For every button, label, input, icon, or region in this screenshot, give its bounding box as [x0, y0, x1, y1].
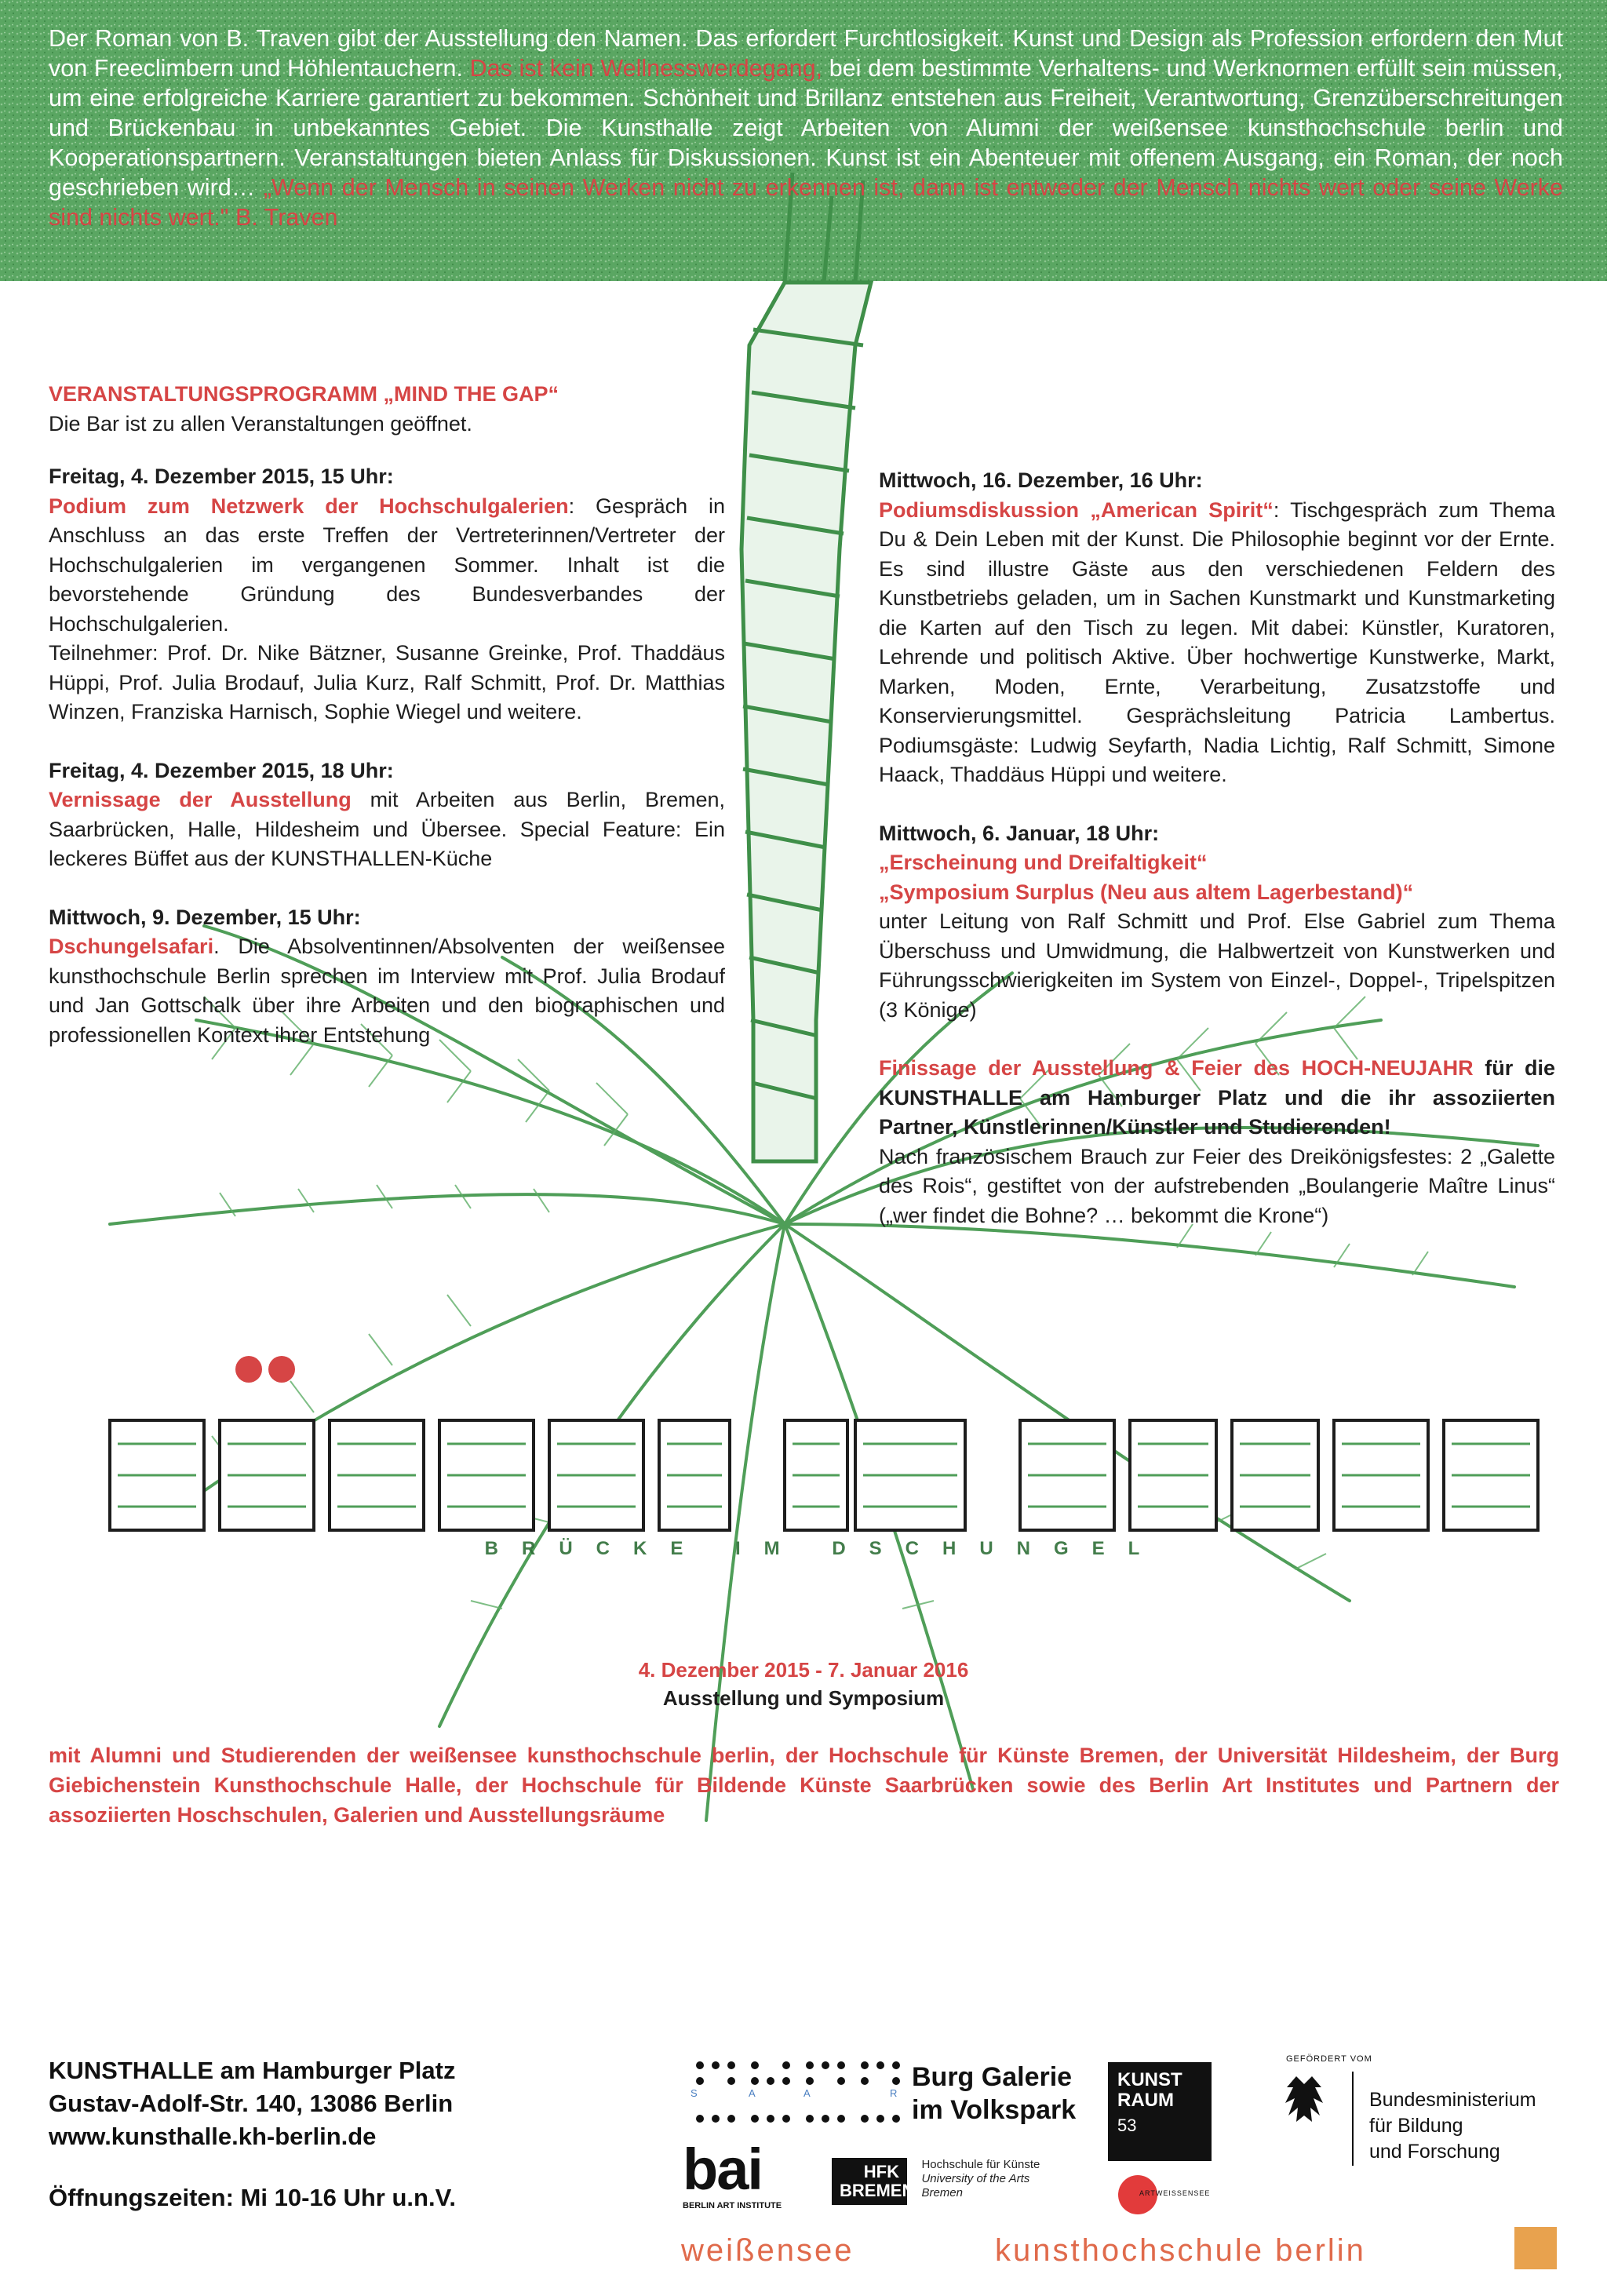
program-right-column — [879, 466, 1555, 1259]
event-1-headline: Podium zum Netzwerk der Hochschulgalerien — [49, 494, 569, 518]
intro-text — [49, 24, 1563, 232]
hfk-txt3: Bremen — [921, 2186, 963, 2199]
program-header — [49, 380, 725, 439]
intro-part3: bei dem bestimmte Verhaltens- und Werknormen erfüllt sein müssen, um eine erfolgreiche Karriere garantiert zu bekommen. Schönheit und Brillanz entstehen aus Freiheit, Verantwortung, Grenzüberschreitungen und Brückenbau in unbekanntes Gebiet. Die Kunsthalle zeigt Arbeiten von Alumni der weißensee kunsthochschule berlin und Kooperationspartnern. Veranstaltungen bieten Anlass für Diskussionen. Kunst ist ein Abenteuer mit offenem Ausgang, ein Roman, der noch geschrieben wird… — [49, 55, 1563, 201]
saar-letter: A — [804, 2087, 811, 2099]
finissage-bold: für die KUNSTHALLE am Hamburger Platz und die ihr assoziierten Partner, Künstlerinnen/Künstler und Studierenden! — [879, 1056, 1555, 1139]
saar-letter: S — [691, 2087, 698, 2099]
hfk-box — [832, 2158, 915, 2205]
event-2-text: mit Arbeiten aus Berlin, Bremen, Saarbrücken, Halle, Hildesheim und Übersee. Special Feature: Ein leckeres Büffet aus der KUNSTHALLEN-Küche — [49, 788, 725, 870]
hfk-txt1: Hochschule für Künste — [921, 2158, 1040, 2171]
umlaut-dot — [235, 1356, 262, 1383]
opening-hours: Öffnungszeiten: Mi 10-16 Uhr u.n.V. — [49, 2184, 457, 2211]
venue-street: Gustav-Adolf-Str. 140, 13086 Berlin — [49, 2090, 454, 2117]
hfk-box1: HFK — [863, 2162, 899, 2181]
hfk-text — [921, 2158, 1040, 2200]
bmbf-divider — [1352, 2072, 1354, 2166]
saar-letter: R — [890, 2087, 898, 2099]
kunsthochschule-berlin-wordmark: kunsthochschule berlin — [995, 2233, 1366, 2268]
event-2 — [49, 756, 725, 874]
federal-eagle-icon — [1285, 2076, 1323, 2122]
event-3 — [49, 903, 725, 1051]
kunstraum53-logo — [1108, 2062, 1212, 2161]
finissage-text: Nach französischem Brauch zur Feier des Dreikönigsfestes: 2 „Galette des Rois“, gestiftet von der aufstrebenden „Boulangerie Maître Linus“ („wer findet die Bohne? … bekommt die Krone“) — [879, 1144, 1555, 1227]
bai-logo — [683, 2137, 782, 2211]
bmbf-line2: für Bildung — [1369, 2115, 1463, 2137]
palm-trunk — [742, 173, 871, 1161]
kunstraum-line2: RAUM — [1117, 2090, 1174, 2111]
event-1-text: : Gespräch in Anschluss an das erste Treffen der Vertreterinnen/Vertreter der Hochschulgalerien im vergangenen Sommer. Inhalt ist die bevorstehende Gründung des Bundesverbandes der Hochschulgalerien. — [49, 494, 725, 636]
title-text: BRÜCKE IM DSCHUNGEL — [484, 1538, 1164, 1559]
kunstraum-num: 53 — [1117, 2116, 1137, 2135]
hfk-box2: BREMEN — [840, 2181, 915, 2200]
venue-website-link[interactable]: www.kunsthalle.kh-berlin.de — [49, 2123, 377, 2150]
program-left-column — [49, 380, 725, 1079]
exhibition-period — [0, 1656, 1607, 1712]
event-3-date: Mittwoch, 9. Dezember, 15 Uhr: — [49, 905, 361, 929]
bai-wordmark: bai — [683, 2137, 762, 2202]
weissensee-wordmark: weißensee — [681, 2233, 855, 2268]
saar-logo-dots — [696, 2061, 900, 2123]
event-5-text: unter Leitung von Ralf Schmitt und Prof. Else Gabriel zum Thema Überschuss und Umwidmung, die Halbwertzeit von Kunstwerken und Führungsschwierigkeiten im System von Einzel-, Doppel-, Tripelspitzen (3 Könige) — [879, 909, 1555, 1022]
partners-text: mit Alumni und Studierenden der weißensee kunsthochschule berlin, der Hochschule für Künste Bremen, der Universität Hildesheim, der Burg Giebichenstein Kunsthochschule Halle, der Hochschule für Bildende Künste Saarbrücken sowie des Berlin Art Institutes und Partnern der assoziierten Hoschschulen, Galerien und Ausstellungsräume — [49, 1744, 1559, 1827]
burg-line1: Burg Galerie — [912, 2062, 1073, 2092]
event-5-date: Mittwoch, 6. Januar, 18 Uhr: — [879, 821, 1160, 845]
program-title: VERANSTALTUNGSPROGRAMM „MIND THE GAP“ — [49, 382, 559, 406]
event-2-body — [49, 785, 725, 874]
address-block — [49, 2054, 456, 2214]
burg-line2: im Volkspark — [912, 2095, 1077, 2125]
title-umlaut — [235, 1356, 301, 1387]
period-dates: 4. Dezember 2015 - 7. Januar 2016 — [638, 1658, 969, 1682]
period-subtitle: Ausstellung und Symposium — [662, 1686, 945, 1710]
bai-subtitle: BERLIN ART INSTITUTE — [683, 2201, 782, 2210]
event-4-text: : Tischgespräch zum Thema Du & Dein Leben mit der Kunst. Die Philosophie beginnt vor der Ernte. Es sind illustre Gäste aus den verschiedenen Feldern des Kunstbetriebs geladen, um in Sachen Kunstmarkt und Kunstmarketing die Karten auf den Tisch zu legen. Mit dabei: Künstler, Kuratoren, Lehrende und politisch Aktive. Über hochwertige Kunstwerke, Markt, Marken, Moden, Ernte, Verarbeitung, Zusatzstoffe und Konservierungsmittel. Gesprächsleitung Patricia Lambertus. Podiumsgäste: Ludwig Seyfarth, Nadia Lichtig, Ralf Schmitt, Simone Haack, Thaddäus Hüppi und weitere. — [879, 497, 1555, 786]
event-4-date: Mittwoch, 16. Dezember, 16 Uhr: — [879, 468, 1203, 492]
bmbf-line3: und Forschung — [1369, 2141, 1500, 2163]
event-5-headline: „Erscheinung und Dreifaltigkeit“ — [879, 851, 1208, 874]
saar-letter: A — [749, 2087, 756, 2099]
event-1-body — [49, 492, 725, 640]
event-3-text: . Die Absolventinnen/Absolventen der weißensee kunsthochschule Berlin sprechen im Interview mit Prof. Julia Brodauf und Jan Gottschalk über ihre Arbeiten und den biographischen und professionellen Kontext ihrer Entstehung — [49, 935, 725, 1047]
intro-quote: „Wenn der Mensch in seinen Werken nicht zu erkennen ist, dann ist entweder der Mensch nichts wert oder seine Werke sind nichts wert." B. Traven — [49, 174, 1563, 231]
venue-name: KUNSTHALLE am Hamburger Platz — [49, 2057, 456, 2084]
burg-galerie-logo — [912, 2061, 1076, 2127]
event-2-date: Freitag, 4. Dezember 2015, 18 Uhr: — [49, 758, 394, 782]
khb-square-icon — [1514, 2227, 1557, 2269]
intro-part1: Der Roman von B. Traven gibt der Ausstellung den Namen. Das erfordert Furchtlosigkeit. Kunst und Design als Profession erfordern den Mut von Freeclimbern und Höhlentauchern. — [49, 25, 1563, 82]
hfk-txt2: University of the Arts — [921, 2172, 1030, 2185]
bmbf-line1: Bundesministerium — [1369, 2089, 1536, 2111]
umlaut-dot — [268, 1356, 295, 1383]
event-4-headline: Podiumsdiskussion „American Spirit“ — [879, 497, 1274, 522]
event-4-body — [879, 496, 1555, 790]
finissage-headline: Finissage der Ausstellung & Feier des HOCH-NEUJAHR — [879, 1056, 1474, 1080]
event-3-headline: Dschungelsafari — [49, 935, 214, 958]
event-1 — [49, 462, 725, 727]
finissage-body — [879, 1054, 1555, 1143]
event-1-participants: Teilnehmer: Prof. Dr. Nike Bätzner, Susanne Greinke, Prof. Thaddäus Hüppi, Prof. Julia Brodauf, Julia Kurz, Ralf Schmitt, Prof. Dr. Matthias Winzen, Franziska Harnisch, Sophie Wiegel und weitere. — [49, 641, 725, 723]
event-1-date: Freitag, 4. Dezember 2015, 15 Uhr: — [49, 465, 394, 488]
finissage — [879, 1054, 1555, 1230]
event-5-headline2: „Symposium Surplus (Neu aus altem Lagerbestand)“ — [879, 880, 1414, 904]
artweissensee-label: ARTWEISSENSEE — [1139, 2189, 1211, 2197]
hfk-bremen-logo — [832, 2158, 1040, 2205]
bmbf-funded-by: GEFÖRDERT VOM — [1286, 2054, 1372, 2064]
bar-note: Die Bar ist zu allen Veranstaltungen geöffnet. — [49, 411, 472, 436]
event-2-headline: Vernissage der Ausstellung — [49, 788, 352, 811]
event-4 — [879, 466, 1555, 790]
bmbf-logo — [1286, 2054, 1536, 2165]
kunstraum-line1: KUNST — [1117, 2069, 1182, 2090]
event-3-body — [49, 932, 725, 1050]
event-5 — [879, 819, 1555, 1026]
intro-red-phrase: Das ist kein Wellnesswerdegang, — [469, 55, 823, 82]
